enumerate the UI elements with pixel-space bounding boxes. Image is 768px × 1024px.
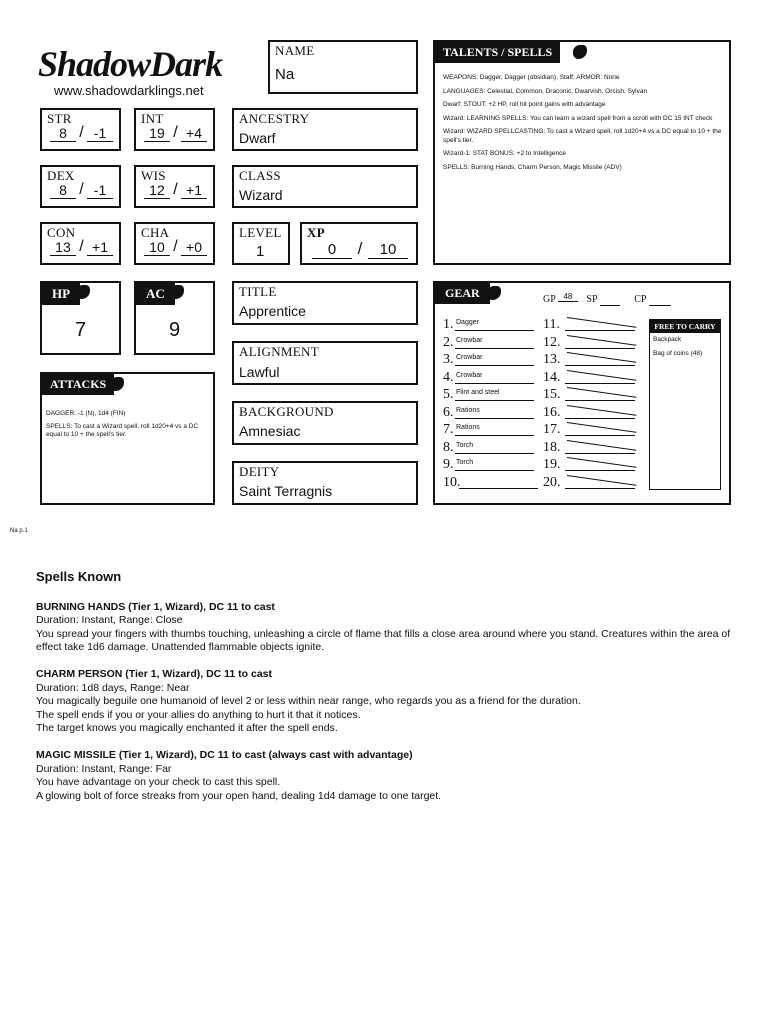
slot-number: 8. — [443, 439, 454, 455]
stat-score[interactable]: 10 — [144, 239, 170, 256]
stat-mod[interactable]: +1 — [87, 239, 113, 256]
stat-label: STR — [47, 111, 72, 126]
spells-known-section — [36, 570, 736, 816]
free-item[interactable]: Bag of coins (48) — [653, 349, 703, 357]
slash-glyph: / — [173, 124, 178, 141]
slash-glyph: / — [357, 239, 363, 258]
spell-line: You spread your fingers with thumbs touching, unleashing a circle of flame that fills a close area around where you stand. Creatures within the area of effect take 1d6 damage. Unattended flammable objects ignite. — [36, 627, 731, 654]
gear-slot[interactable] — [443, 422, 480, 437]
gear-slot[interactable] — [543, 317, 560, 332]
slot-number: 7. — [443, 422, 454, 437]
slot-item[interactable]: Flint and steel — [455, 388, 534, 401]
gear-slot[interactable] — [443, 439, 474, 455]
talent-line: LANGUAGES: Celestial, Common, Draconic, Dwarvish, Orcish, Sylvan — [443, 87, 648, 95]
talents-box — [433, 40, 731, 265]
talents-label: TALENTS / SPELLS — [435, 42, 560, 63]
stat-label: CHA — [141, 225, 170, 240]
slot-underline — [565, 441, 635, 454]
xp-label: XP — [307, 225, 325, 240]
class-label: CLASS — [239, 168, 281, 183]
gear-box — [433, 281, 731, 505]
gear-slot[interactable] — [443, 352, 483, 367]
ac-value[interactable]: 9 — [168, 319, 181, 341]
slot-underline — [565, 318, 635, 331]
stat-mod[interactable]: +4 — [181, 125, 207, 142]
name-box — [268, 40, 418, 94]
slot-item[interactable]: Dagger — [455, 318, 534, 331]
slot-number: 12. — [543, 334, 561, 350]
free-to-carry-label: FREE TO CARRY — [650, 320, 720, 333]
stat-label: WIS — [141, 168, 166, 183]
splat-decoration — [110, 377, 124, 391]
slot-underline — [565, 476, 635, 489]
slot-item[interactable]: Rations — [455, 423, 534, 436]
name-value[interactable]: Na — [275, 66, 295, 83]
gp-label: GP — [543, 294, 556, 305]
stat-score[interactable]: 12 — [144, 182, 170, 199]
slot-number: 2. — [443, 334, 454, 350]
ac-box — [134, 281, 215, 355]
level-value[interactable]: 1 — [256, 243, 265, 260]
gear-slot[interactable] — [443, 404, 480, 420]
gear-slot[interactable] — [543, 352, 561, 367]
slot-item[interactable] — [459, 476, 538, 489]
slot-number: 4. — [443, 369, 454, 385]
slot-number: 9. — [443, 457, 454, 472]
spell-name: CHARM PERSON (Tier 1, Wizard), DC 11 to cast — [36, 667, 273, 680]
gear-slot[interactable] — [443, 334, 483, 350]
gear-slot[interactable] — [543, 457, 561, 472]
name-label: NAME — [275, 43, 315, 58]
ancestry-value[interactable]: Dwarf — [239, 130, 276, 146]
hp-label: HP — [42, 283, 80, 305]
gear-slot[interactable] — [543, 422, 561, 437]
slot-underline — [565, 388, 635, 401]
spells-known-title: Spells Known — [36, 569, 122, 584]
stat-label: CON — [47, 225, 76, 240]
spell-name: BURNING HANDS (Tier 1, Wizard), DC 11 to cast — [36, 600, 275, 613]
spell-line: You have advantage on your check to cast this spell. — [36, 776, 281, 789]
ac-label: AC — [136, 283, 175, 305]
logo — [38, 44, 260, 84]
talent-line: Wizard-1: STAT BONUS: +2 to Intelligence — [443, 150, 567, 157]
xp-next[interactable]: 10 — [368, 241, 408, 259]
stat-score[interactable]: 8 — [50, 182, 76, 199]
alignment-value[interactable]: Lawful — [239, 364, 280, 380]
splat-decoration — [170, 285, 184, 299]
gear-slot[interactable] — [443, 474, 461, 490]
slot-item[interactable]: Crowbar — [455, 371, 534, 384]
slot-number: 3. — [443, 352, 454, 367]
slot-number: 5. — [443, 387, 454, 402]
logo-text: ShadowDark — [38, 44, 223, 84]
talent-line: Wizard: WIZARD SPELLCASTING: To cast a Wizard spell, roll 1d20+4 vs a DC equal to 10 + the spell's tier. — [443, 128, 722, 144]
slot-number: 13. — [543, 352, 561, 367]
slash-glyph: / — [79, 181, 84, 198]
gear-label: GEAR — [435, 283, 490, 304]
slash-glyph: / — [79, 238, 84, 255]
deity-box — [232, 461, 418, 505]
title-box — [232, 281, 418, 325]
gear-slot[interactable] — [543, 387, 561, 402]
sp-value[interactable] — [600, 294, 620, 306]
attacks-box — [40, 372, 215, 505]
slot-number: 20. — [543, 474, 561, 490]
hp-box — [40, 281, 121, 355]
stat-dex — [40, 165, 121, 208]
splat-decoration — [573, 45, 587, 59]
splat-decoration — [76, 285, 90, 299]
slot-number: 1. — [443, 317, 454, 332]
stat-label: INT — [141, 111, 164, 126]
talent-line: Wizard: LEARNING SPELLS: You can learn a wizard spell from a scroll with DC 15 INT check — [443, 114, 713, 122]
stat-score[interactable]: 8 — [50, 125, 76, 142]
gear-slot[interactable] — [543, 439, 561, 455]
slot-number: 15. — [543, 387, 561, 402]
slot-underline — [565, 458, 635, 471]
slot-number: 17. — [543, 422, 561, 437]
gear-slot[interactable] — [543, 404, 561, 420]
slot-number: 14. — [543, 369, 561, 385]
slash-glyph: / — [173, 181, 178, 198]
gear-slot[interactable] — [443, 317, 479, 332]
sp-label: SP — [586, 294, 598, 305]
slot-item[interactable]: Torch — [455, 458, 534, 471]
stat-mod[interactable]: +1 — [181, 182, 207, 199]
slash-glyph: / — [173, 238, 178, 255]
slash-glyph: / — [79, 124, 84, 141]
alignment-box — [232, 341, 418, 385]
spell-entry — [36, 749, 736, 803]
title-label: TITLE — [239, 284, 277, 299]
slot-item[interactable]: Crowbar — [455, 353, 534, 366]
slot-number: 10. — [443, 474, 461, 490]
slot-underline — [565, 423, 635, 436]
stat-cha — [134, 222, 215, 265]
alignment-label: ALIGNMENT — [239, 344, 319, 359]
logo-site: www.shadowdarklings.net — [54, 83, 204, 98]
slot-item[interactable]: Torch — [455, 441, 534, 454]
spell-line: The spell ends if you or your allies do anything to hurt it that it notices. — [36, 708, 361, 721]
deity-value[interactable]: Saint Terragnis — [239, 483, 333, 499]
gear-slot[interactable] — [443, 457, 474, 472]
background-label: BACKGROUND — [239, 404, 334, 419]
slot-underline — [565, 371, 635, 384]
deity-label: DEITY — [239, 464, 280, 479]
slot-number: 18. — [543, 439, 561, 455]
slot-underline — [565, 353, 635, 366]
slot-item[interactable]: Crowbar — [455, 336, 534, 349]
stat-score[interactable]: 19 — [144, 125, 170, 142]
title-value[interactable]: Apprentice — [239, 303, 306, 319]
spell-line: The target knows you magically enchanted it after the spell ends. — [36, 722, 338, 735]
spell-entry — [36, 601, 736, 655]
xp-current[interactable]: 0 — [312, 241, 352, 259]
spell-line: Duration: Instant, Range: Close — [36, 614, 183, 627]
background-value[interactable]: Amnesiac — [239, 423, 301, 439]
xp-box — [300, 222, 418, 265]
spell-line: Duration: Instant, Range: Far — [36, 762, 172, 775]
slot-underline — [565, 406, 635, 419]
stat-str — [40, 108, 121, 151]
gear-slot[interactable] — [443, 369, 483, 385]
stat-con — [40, 222, 121, 265]
attack-line: SPELLS: To cast a Wizard spell, roll 1d20+4 vs a DC equal to 10 + the spell's tier. — [46, 422, 199, 438]
stat-mod[interactable]: +0 — [181, 239, 207, 256]
spell-line: You magically beguile one humanoid of level 2 or less within near range, who regards you as a friend for the duration. — [36, 695, 581, 708]
class-box — [232, 165, 418, 208]
slot-number: 6. — [443, 404, 454, 420]
cp-value[interactable] — [649, 294, 671, 306]
level-label: LEVEL — [239, 225, 282, 240]
class-value[interactable]: Wizard — [239, 187, 283, 203]
stat-label: DEX — [47, 168, 75, 183]
gear-slot[interactable] — [543, 334, 561, 350]
page-reference: Na p.1 — [10, 528, 28, 534]
gear-slot[interactable] — [543, 474, 561, 490]
spell-line: A glowing bolt of force streaks from your open hand, dealing 1d4 damage to one target. — [36, 789, 442, 802]
gp-value[interactable]: 48 — [558, 292, 578, 302]
splat-decoration — [487, 286, 501, 300]
attack-line: DAGGER: -1 (N), 1d4 (FIN) — [46, 410, 126, 417]
slot-number: 19. — [543, 457, 561, 472]
talent-line: Dwarf: STOUT: +2 HP, roll hit point gains with advantage — [443, 101, 606, 108]
stat-score[interactable]: 13 — [50, 239, 76, 256]
cp-label: CP — [634, 294, 647, 305]
slot-underline — [565, 336, 635, 349]
slot-number: 16. — [543, 404, 561, 420]
attacks-label: ATTACKS — [42, 374, 114, 395]
ancestry-label: ANCESTRY — [239, 111, 310, 126]
ancestry-box — [232, 108, 418, 151]
spell-name: MAGIC MISSILE (Tier 1, Wizard), DC 11 to cast (always cast with advantage) — [36, 748, 413, 761]
spell-line: Duration: 1d8 days, Range: Near — [36, 681, 190, 694]
level-box — [232, 222, 290, 265]
slot-item[interactable]: Rations — [455, 406, 534, 419]
background-box — [232, 401, 418, 445]
free-to-carry-box — [649, 319, 721, 490]
gear-slot[interactable] — [543, 369, 561, 385]
talent-line: SPELLS: Burning Hands, Charm Person, Magic Missile (ADV) — [443, 163, 622, 171]
stat-mod[interactable]: -1 — [87, 125, 113, 142]
slot-number: 11. — [543, 317, 560, 332]
talent-line: WEAPONS: Dagger, Dagger (obsidian), Staff; ARMOR: None — [443, 74, 620, 81]
gear-slot[interactable] — [443, 387, 500, 402]
free-item[interactable]: Backpack — [653, 336, 682, 343]
stat-mod[interactable]: -1 — [87, 182, 113, 199]
spell-entry — [36, 668, 736, 736]
stat-int — [134, 108, 215, 151]
hp-value[interactable]: 7 — [74, 319, 87, 341]
stat-wis — [134, 165, 215, 208]
